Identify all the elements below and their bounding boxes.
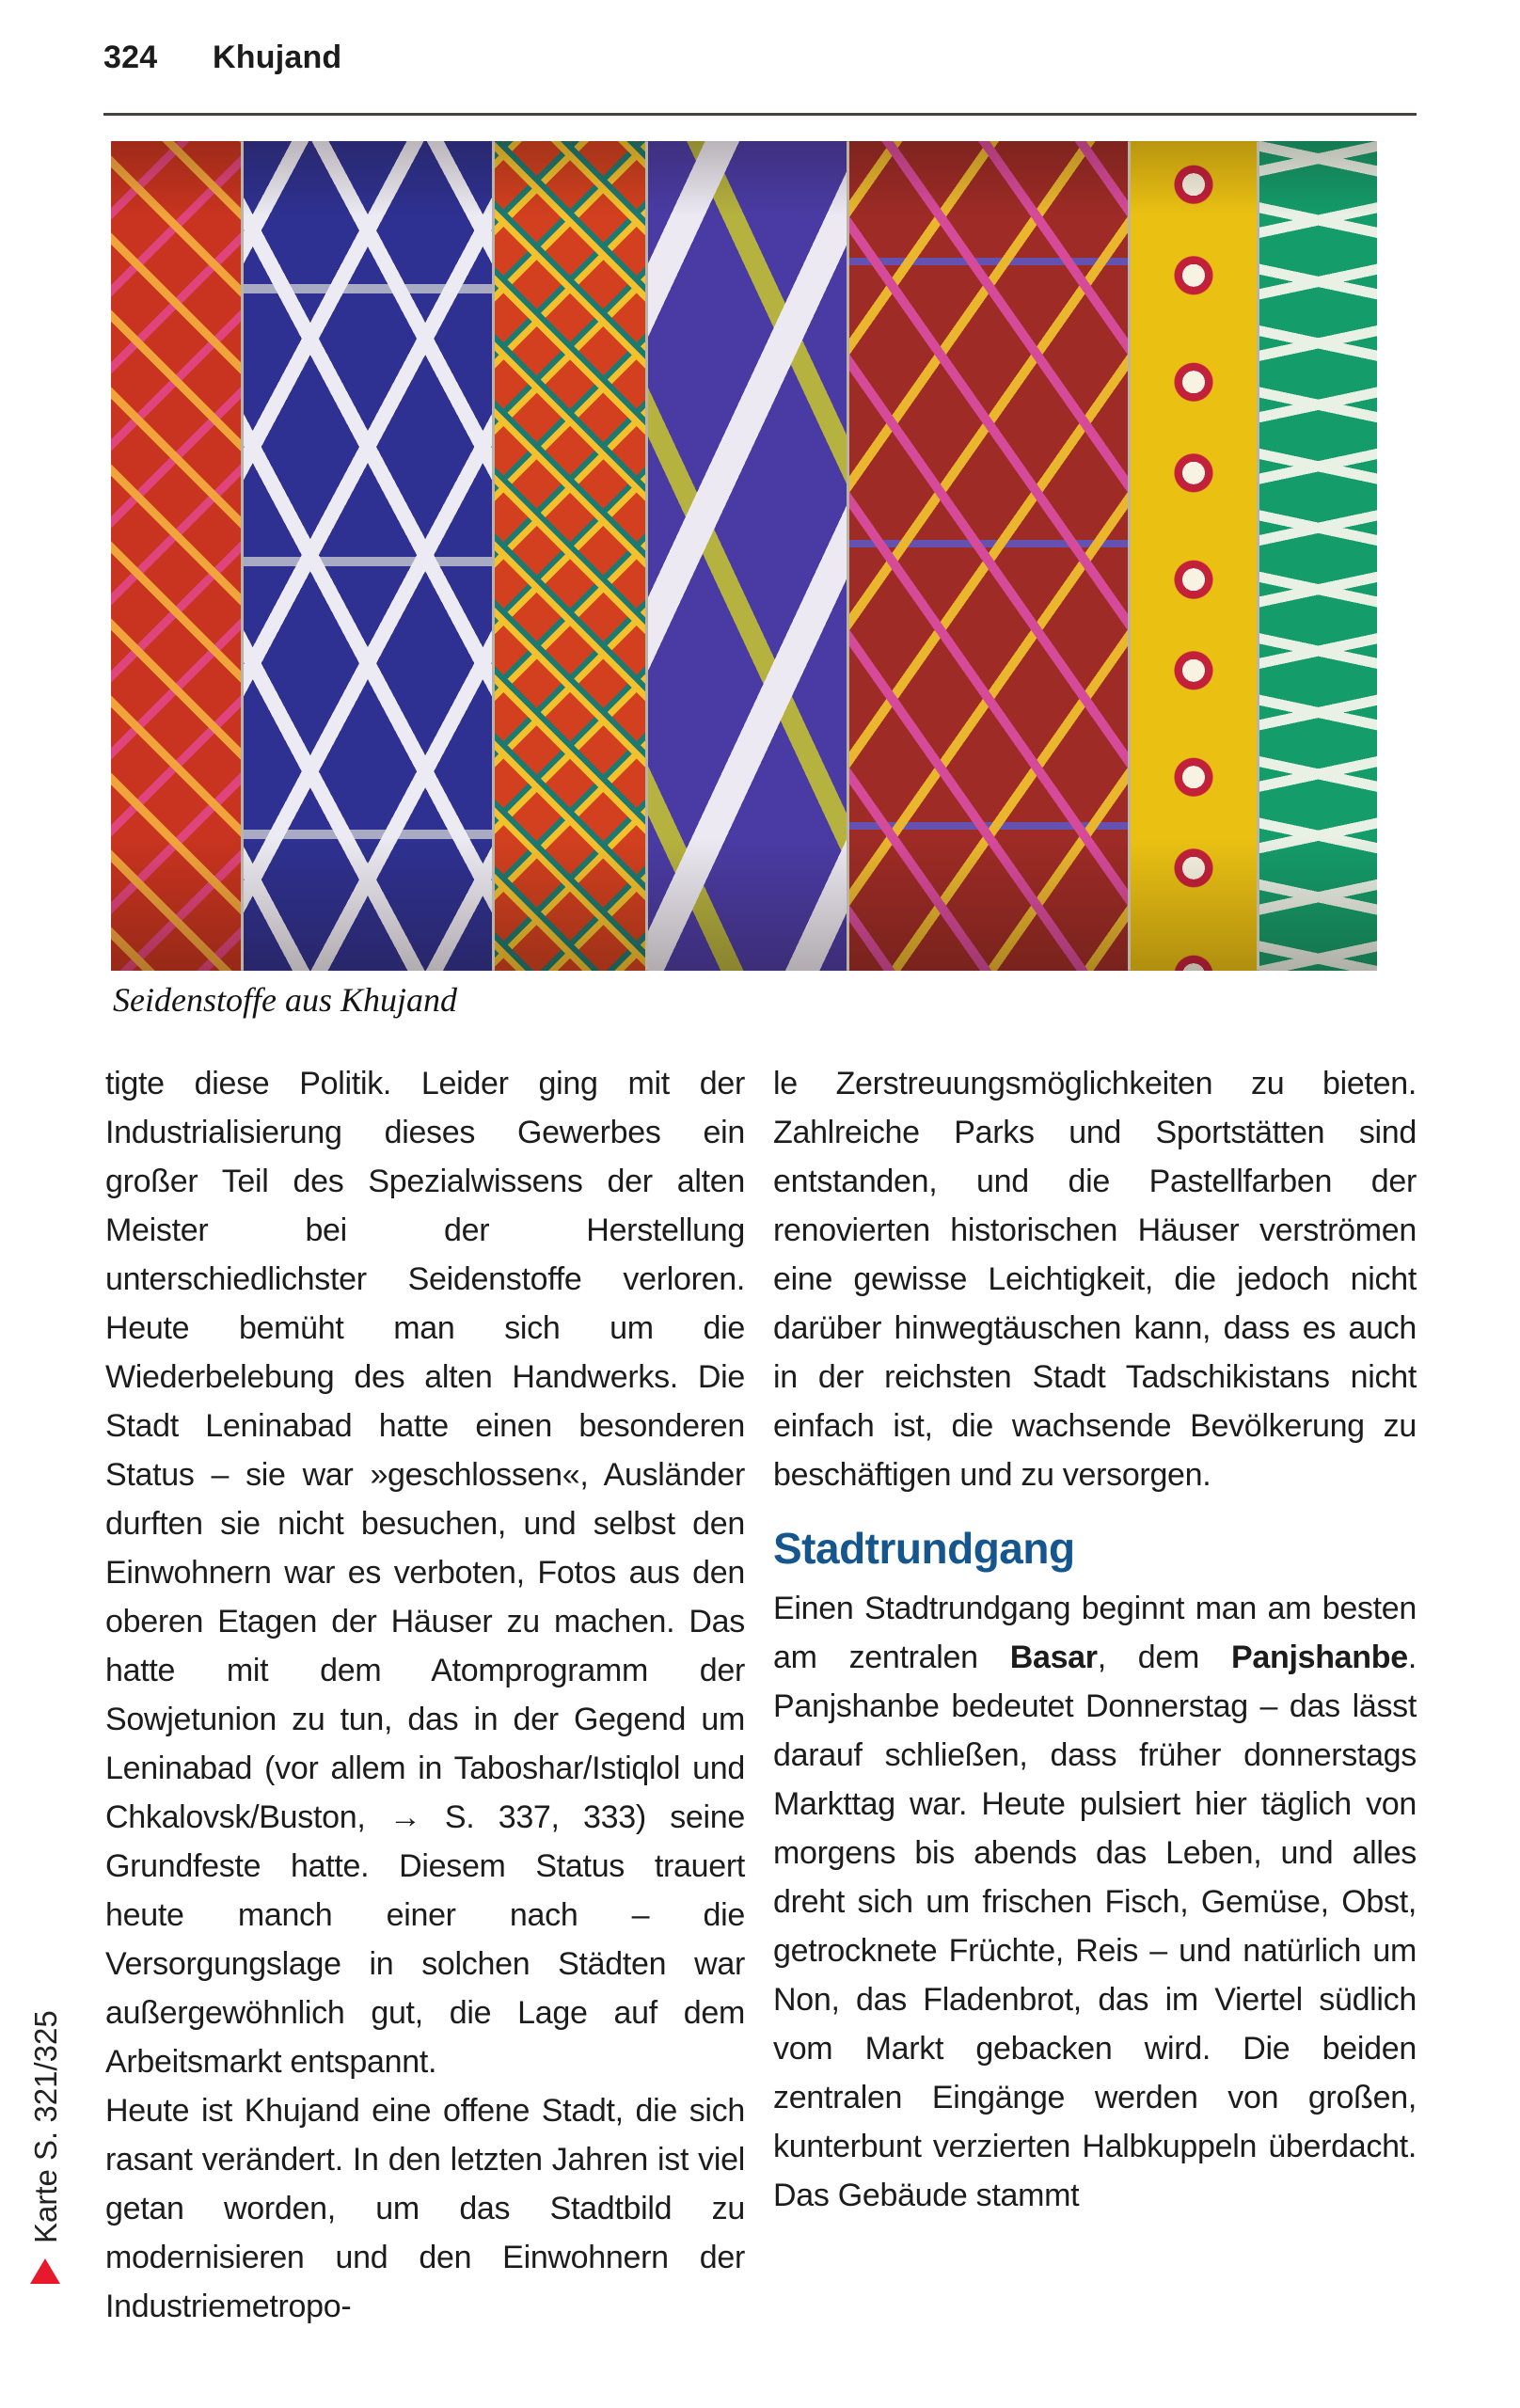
header-rule [103, 113, 1417, 116]
fabric-strip-violet-ikat [648, 141, 847, 971]
silk-fabrics-photo [111, 141, 1377, 971]
map-marker-triangle-icon [30, 2258, 60, 2284]
text-segment: , dem [1097, 1640, 1231, 1675]
chapter-title: Khujand [213, 40, 342, 75]
map-reference-label: Karte S. 321/325 [28, 2010, 63, 2243]
text-segment: Einen Stadtrundgang beginnt man am besten am zentralen [773, 1591, 1417, 1675]
body-paragraph [773, 1584, 1417, 2220]
photo-caption: Seidenstoffe aus Khujand [113, 981, 457, 1019]
fabric-strip-maroon-arrow [849, 141, 1128, 971]
body-paragraph: tigte diese Politik. Leider ging mit der Industrialisierung dieses Gewerbes ein großer Teil des Spezialwissens der alten Meister bei der Herstellung unterschiedlichster Seidenstoffe verloren. Heute bemüht man sich um die Wiederbelebung des alten Handwerks. Die Stadt Leninabad hatte einen besonderen Status – sie war »geschlossen«, Ausländer durften sie nicht besuchen, und selbst den Einwohnern war es verboten, Fotos aus den oberen Etagen der Häuser zu machen. Das hatte mit dem Atomprogramm der Sowjetunion zu tun, das in der Gegend um Leninabad (vor allem in Taboshar/Istiqlol und Chkalovsk/Buston, → S. 337, 333) seine Grundfeste hatte. Diesem Status trauert heute manch einer nach – die Versorgungslage in solchen Städten war außergewöhnlich gut, die Lage auf dem Arbeitsmarkt entspannt. [105, 1066, 745, 2080]
page-number: 324 [103, 40, 158, 75]
fabric-strip-green-flame [1259, 141, 1377, 971]
body-paragraph: Heute ist Khujand eine offene Stadt, die sich rasant verändert. In den letzten Jahren ist viel getan worden, um das Stadtbild zu modernisieren und den Einwohnern der Industriemetropo- [105, 2093, 745, 2324]
right-column [773, 1059, 1417, 2220]
bold-term-panjshanbe: Panjshanbe [1231, 1640, 1408, 1675]
fabric-strip-indigo-chevron [244, 141, 492, 971]
text-segment: . Panjshanbe bedeutet Donnerstag – das lässt darauf schließen, dass früher donnerstags Markttag war. Heute pulsiert hier täglich von morgens bis abends das Leben, und alles dreht sich um frischen Fisch, Gemüse, Obst, getrocknete Früchte, Reis – und natürlich um Non, das Fladenbrot, das im Viertel südlich vom Markt gebacken wird. Die beiden zentralen Eingänge werden von großen, kunterbunt verzierten Halbkuppeln überdacht. Das Gebäude stammt [773, 1640, 1417, 2213]
page-header [103, 40, 1417, 76]
bold-term-basar: Basar [1009, 1640, 1098, 1675]
fabric-strip-gold-ring [1131, 141, 1257, 971]
fabric-strip-red-ogee [111, 141, 241, 971]
margin-map-reference [28, 2010, 64, 2284]
body-paragraph: le Zerstreuungsmöglichkeiten zu bieten. Zahlreiche Parks und Sportstätten sind entstanden, und die Pastellfarben der renovierten historischen Häuser verströmen eine gewisse Leichtigkeit, die jedoch nicht darüber hinwegtäuschen kann, dass es auch in der reichsten Stadt Tadschikistans nicht einfach ist, die wachsende Bevölkerung zu beschäftigen und zu versorgen. [773, 1066, 1417, 1493]
left-column [105, 1059, 745, 2331]
fabric-strip-red-diamond [495, 141, 644, 971]
section-heading: Stadtrundgang [773, 1524, 1075, 1573]
